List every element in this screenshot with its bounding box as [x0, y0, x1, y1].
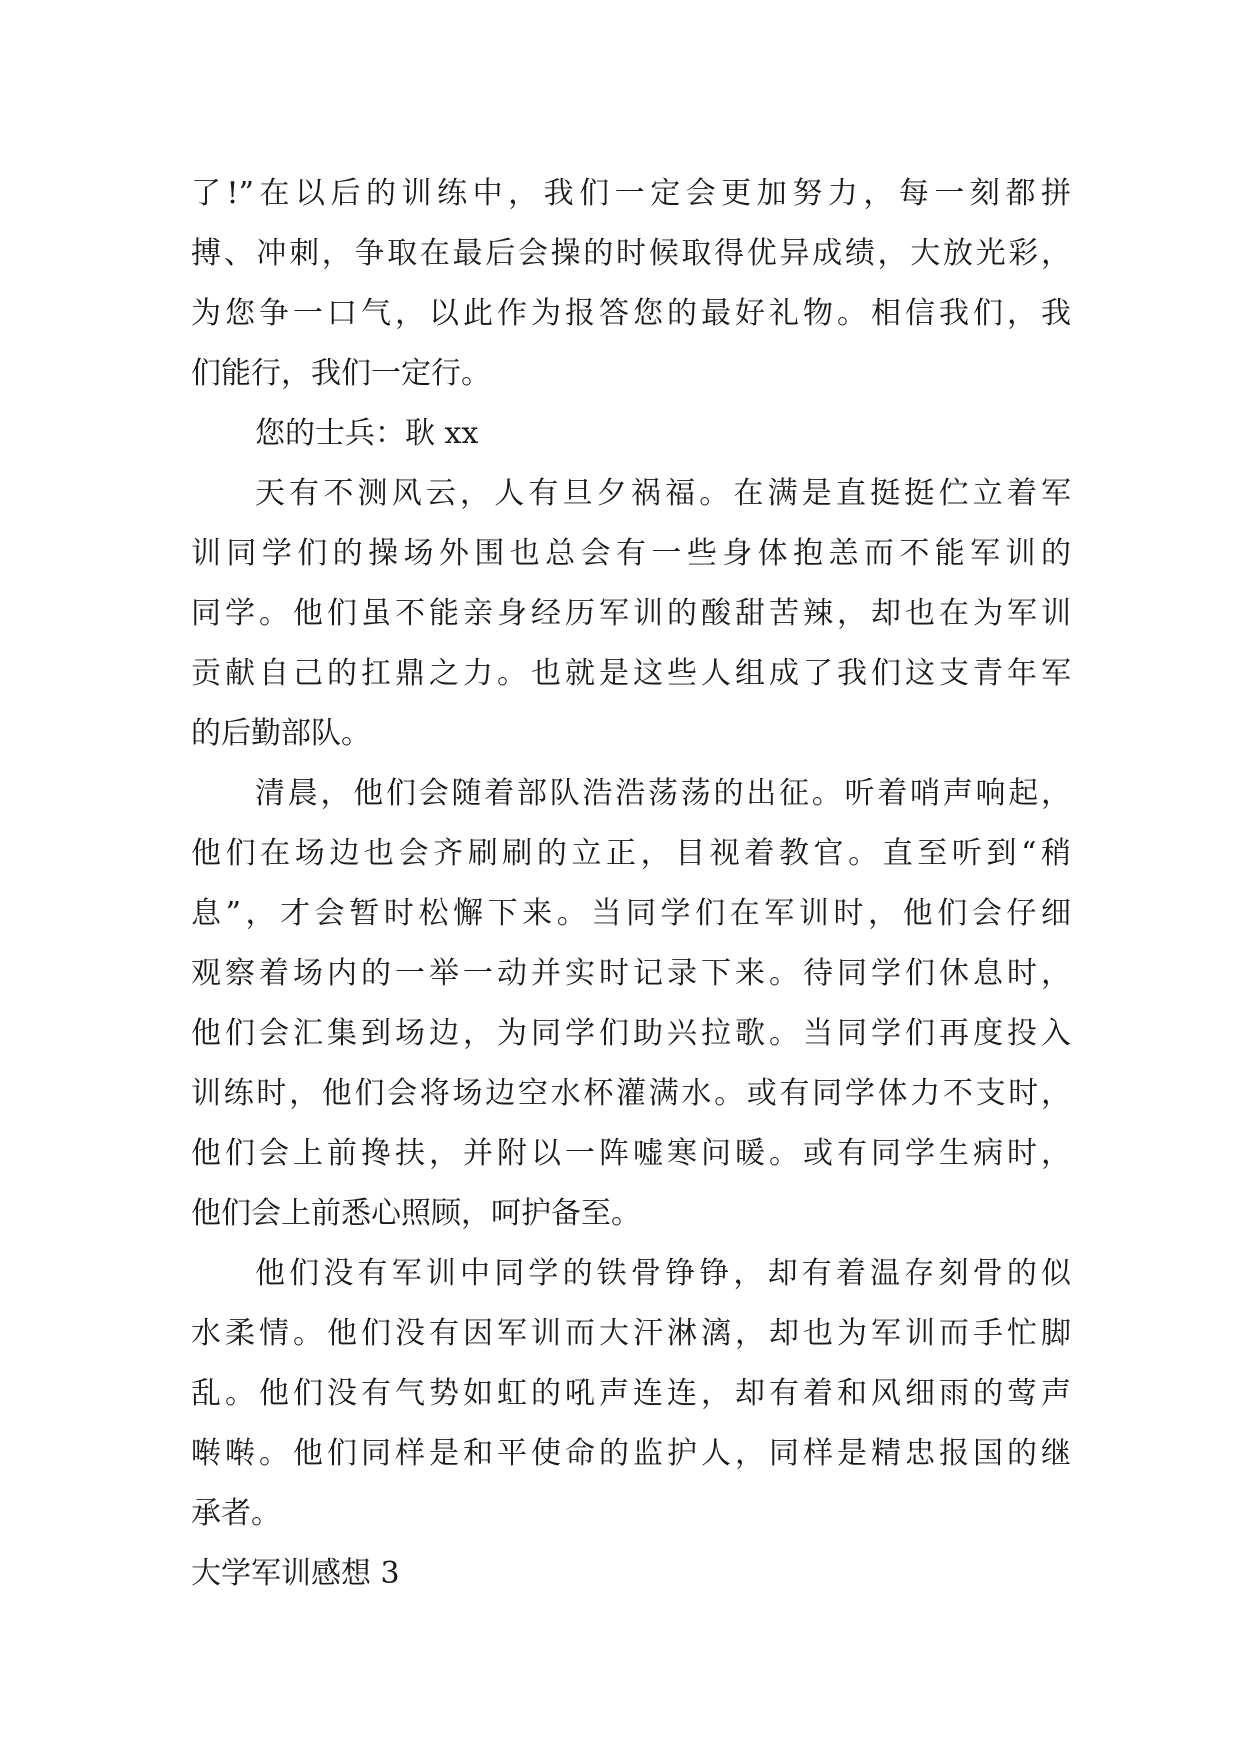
text-line: 观察着场内的一举一动并实时记录下来。待同学们休息时， — [191, 956, 1071, 991]
text-line: 清晨，他们会随着部队浩浩荡荡的出征。听着哨声响起， — [255, 776, 1071, 811]
section-heading: 大学军训感想 3 — [191, 1556, 400, 1591]
text-line: 训练时，他们会将场边空水杯灌满水。或有同学体力不支时， — [191, 1076, 1071, 1111]
text-line: 们能行，我们一定行。 — [191, 356, 491, 391]
text-line: 承者。 — [191, 1496, 281, 1531]
text-line: 他们会汇集到场边，为同学们助兴拉歌。当同学们再度投入 — [191, 1016, 1071, 1051]
signature-line: 您的士兵：耿 xx — [255, 416, 479, 451]
paragraph-letter-ending — [191, 164, 1071, 404]
text-line: 他们在场边也会齐刷刷的立正，目视着教官。直至听到“稍 — [191, 836, 1071, 871]
text-line: 训同学们的操场外围也总会有一些身体抱恙而不能军训的 — [191, 536, 1071, 571]
text-line: 同学。他们虽不能亲身经历军训的酸甜苦辣，却也在为军训 — [191, 596, 1071, 631]
text-line: 他们会上前悉心照顾，呵护备至。 — [191, 1196, 641, 1231]
paragraph-logistics-intro — [191, 464, 1071, 764]
text-line: 乱。他们没有气势如虹的吼声连连，却有着和风细雨的莺声 — [191, 1376, 1071, 1411]
text-line: 天有不测风云，人有旦夕祸福。在满是直挺挺伫立着军 — [255, 476, 1071, 511]
text-line: 息”，才会暂时松懈下来。当同学们在军训时，他们会仔细 — [191, 896, 1071, 931]
text-line: 水柔情。他们没有因军训而大汗淋漓，却也为军训而手忙脚 — [191, 1316, 1071, 1351]
text-line: 搏、冲刺，争取在最后会操的时候取得优异成绩，大放光彩， — [191, 236, 1071, 271]
text-line: 的后勤部队。 — [191, 716, 371, 751]
text-line: 他们会上前搀扶，并附以一阵嘘寒问暖。或有同学生病时， — [191, 1136, 1071, 1171]
document-body — [191, 164, 1071, 1604]
text-line: 了!”在以后的训练中，我们一定会更加努力，每一刻都拼 — [191, 176, 1071, 211]
text-line: 他们没有军训中同学的铁骨铮铮，却有着温存刻骨的似 — [255, 1256, 1071, 1291]
text-line: 为您争一口气，以此作为报答您的最好礼物。相信我们，我 — [191, 296, 1071, 331]
paragraph-conclusion — [191, 1244, 1071, 1544]
text-line: 啭啭。他们同样是和平使命的监护人，同样是精忠报国的继 — [191, 1436, 1071, 1471]
paragraph-morning-duties — [191, 764, 1071, 1244]
text-line: 贡献自己的扛鼎之力。也就是这些人组成了我们这支青年军 — [191, 656, 1071, 691]
